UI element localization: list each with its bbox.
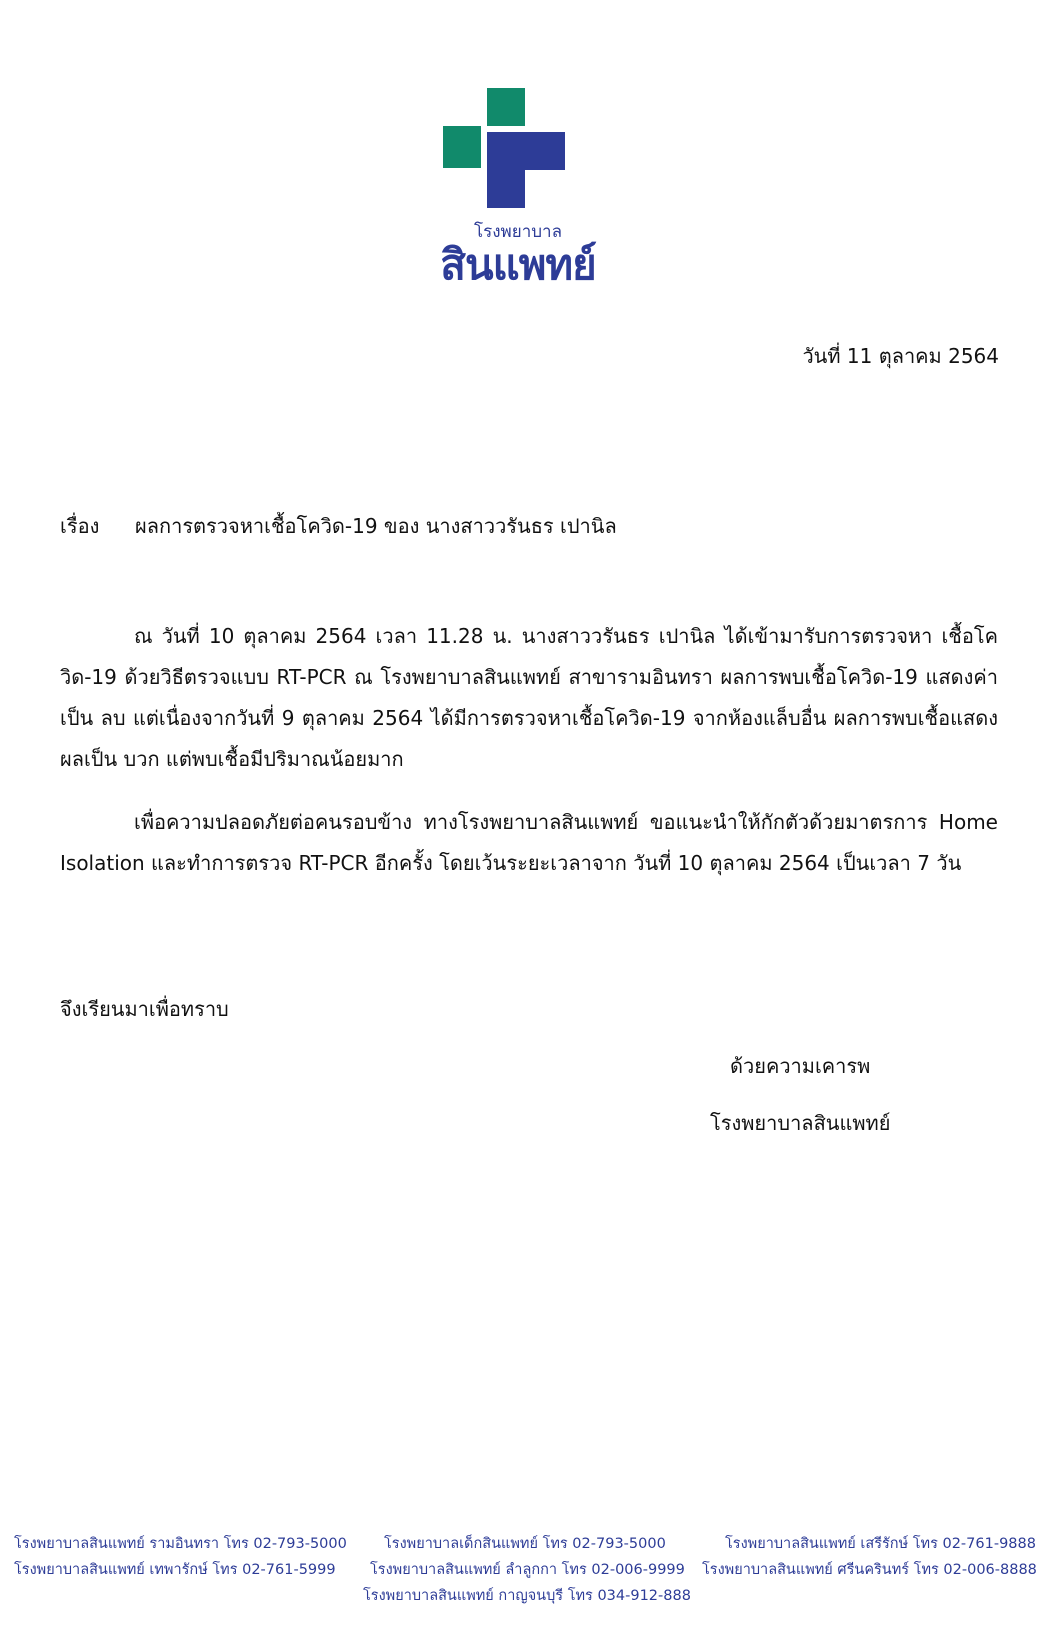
regards-line: ด้วยความเคารพ: [730, 1054, 871, 1078]
logo-small-text: โรงพยาบาล: [473, 222, 563, 242]
letter-subject: [60, 510, 617, 542]
subject-text: ผลการตรวจหาเชื้อโควิด-19 ของ นางสาววรันธร เปานิล: [135, 514, 617, 538]
footer-branch: โรงพยาบาลสินแพทย์ รามอินทรา โทร 02-793-5000: [14, 1536, 347, 1552]
letter-date: วันที่ 11 ตุลาคม 2564: [802, 344, 999, 368]
closing-line: จึงเรียนมาเพื่อทราบ: [60, 997, 229, 1021]
hospital-logo: [440, 88, 623, 289]
footer-branch: โรงพยาบาลสินแพทย์ กาญจนบุรี โทร 034-912-888: [363, 1588, 691, 1604]
footer-branch: โรงพยาบาลสินแพทย์ เทพารักษ์ โทร 02-761-5999: [14, 1562, 336, 1578]
cross-logo-icon: [443, 88, 567, 208]
footer-branch: โรงพยาบาลสินแพทย์ เสรีรักษ์ โทร 02-761-9888: [725, 1536, 1036, 1552]
logo-brand-text: สินแพทย์: [440, 240, 596, 289]
footer-branch: โรงพยาบาลสินแพทย์ ศรีนครินทร์ โทร 02-006-8888: [702, 1562, 1037, 1578]
signer-name: โรงพยาบาลสินแพทย์: [710, 1111, 891, 1135]
footer-branch: โรงพยาบาลสินแพทย์ ลำลูกกา โทร 02-006-9999: [370, 1562, 685, 1578]
body-paragraph-1: ณ วันที่ 10 ตุลาคม 2564 เวลา 11.28 น. นางสาววรันธร เปานิล ได้เข้ามารับการตรวจหา เชื้อโควิด-19 ด้วยวิธีตรวจแบบ RT-PCR ณ โรงพยาบาลสินแพทย์ สาขารามอินทรา ผลการพบเชื้อโควิด-19 แสดงค่าเป็น ลบ แต่เนื่องจากวันที่ 9 ตุลาคม 2564 ได้มีการตรวจหาเชื้อโควิด-19 จากห้องแล็บอื่น ผลการพบเชื้อแสดงผลเป็น บวก แต่พบเชื้อมีปริมาณน้อยมาก: [60, 624, 998, 771]
footer-branches: [0, 1532, 1059, 1632]
body-paragraph-2: เพื่อความปลอดภัยต่อคนรอบข้าง ทางโรงพยาบาลสินแพทย์ ขอแนะนำให้กักตัวด้วยมาตรการ Home Isolation และทำการตรวจ RT-PCR อีกครั้ง โดยเว้นระยะเวลาจาก วันที่ 10 ตุลาคม 2564 เป็นเวลา 7 วัน: [60, 810, 998, 875]
footer-branch: โรงพยาบาลเด็กสินแพทย์ โทร 02-793-5000: [384, 1536, 666, 1552]
subject-label: เรื่อง: [60, 514, 100, 538]
